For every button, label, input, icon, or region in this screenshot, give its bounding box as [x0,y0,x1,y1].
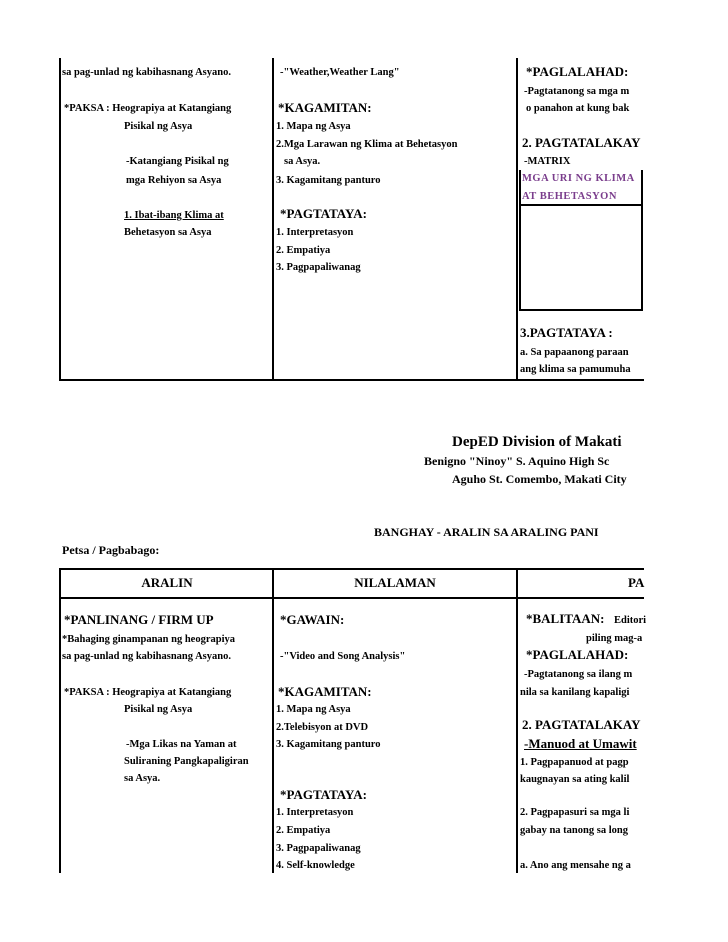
top-pagtatanong: -Pagtatanong sa mga m [524,86,630,97]
kapaligiran-line: nila sa kanilang kapaligi [520,687,630,698]
division-title: DepED Division of Makati [452,434,622,450]
video-song-line: -"Video and Song Analysis" [280,651,406,662]
top-katangian: -Katangiang Pisikal ng [126,156,229,167]
lesson-plan-title: BANGHAY - ARALIN SA ARALING PANI [374,525,599,539]
top-behetasyon: Behetasyon sa Asya [124,227,212,238]
top-pamumuha: ang klima sa pamumuha [520,364,631,375]
top-pagpapaliwanag: 3. Pagpapaliwanag [276,262,361,273]
top-pagtataya: *PAGTATAYA: [280,206,367,221]
mensahe-line: a. Ano ang mensahe ng a [520,860,631,871]
school-name: Benigno "Ninoy" S. Aquino High Sc [424,454,610,468]
suliranin-line: Suliraning Pangkapaligiran [124,756,249,767]
mapa-line: 1. Mapa ng Asya [276,704,351,715]
sa-asya-line: sa Asya. [124,773,161,784]
bahaging-line: *Bahaging ginampanan ng heograpiya [62,634,236,645]
top-panahon: o panahon at kung bak [526,103,630,114]
column-header-pamamaraan: PA [628,575,645,590]
top-paglalahad: *PAGLALAHAD: [526,64,629,79]
top-divider-1 [272,58,274,381]
kabihasnan-line: sa pag-unlad ng kabihasnang Asyano. [62,651,231,662]
table-divider-2 [516,568,518,873]
top-divider-2 [516,58,518,381]
top-larawan: 2.Mga Larawan ng Klima at Behetasyon [276,139,458,150]
top-papaanong: a. Sa papaanong paraan [520,347,629,358]
pagtataya-heading: *PAGTATAYA: [280,787,367,802]
top-weather: -"Weather,Weather Lang" [280,67,400,78]
kaugnayan-line: kaugnayan sa ating kalil [520,774,630,785]
pagpapaliwanag-line: 3. Pagpapaliwanag [276,843,361,854]
interpretasyon-line: 1. Interpretasyon [276,807,354,818]
top-kagamitan: *KAGAMITAN: [278,100,372,115]
table-divider-1 [272,568,274,873]
table-border-left [59,568,61,873]
column-header-aralin: ARALIN [141,575,193,590]
table-header-border [59,597,644,599]
gawain-heading: *GAWAIN: [280,612,345,627]
manuod-line: -Manuod at Umawit [524,736,637,751]
top-kagamitang: 3. Kagamitang panturo [276,175,381,186]
self-knowledge-line: 4. Self-knowledge [276,860,355,871]
top-pagtatalakay: 2. PAGTATALAKAY [522,135,641,150]
top-klima: 1. Ibat-ibang Klima at [124,210,224,221]
school-address: Aguho St. Comembo, Makati City [452,472,627,486]
matrix-box-right [641,170,643,311]
top-empatiya: 2. Empatiya [276,245,331,256]
matrix-box-bottom [519,309,643,311]
matrix-box-left [519,170,521,311]
top-paksa-cont: Pisikal ng Asya [124,121,193,132]
gabay-line: gabay na tanong sa long [520,825,628,836]
matrix-header-2: AT BEHETASYON [522,191,617,202]
pagpapasuri-line: 2. Pagpapasuri sa mga li [520,807,630,818]
kagamitan-heading: *KAGAMITAN: [278,684,372,699]
top-rehiyon: mga Rehiyon sa Asya [126,175,222,186]
paglalahad-heading: *PAGLALAHAD: [526,647,629,662]
pagpapanuod-line: 1. Pagpapanuod at pagp [520,757,629,768]
pisikal-line: Pisikal ng Asya [124,704,193,715]
matrix-box-mid [519,204,643,206]
top-border-left [59,58,61,381]
telebisyon-line: 2.Telebisyon at DVD [276,722,369,733]
top-sa-asya: sa Asya. [284,156,321,167]
empatiya-line: 2. Empatiya [276,825,331,836]
balitaan-editori: Editori [614,615,647,626]
top-aralin-line: sa pag-unlad ng kabihasnang Asyano. [62,67,231,78]
matrix-header-1: MGA URI NG KLIMA [522,173,635,184]
balitaan-heading: *BALITAAN: [526,611,605,626]
top-mapa: 1. Mapa ng Asya [276,121,351,132]
top-pagtataya-3: 3.PAGTATAYA : [520,325,613,340]
top-interpretasyon: 1. Interpretasyon [276,227,354,238]
likas-line: -Mga Likas na Yaman at [126,739,237,750]
date-label: Petsa / Pagbabago: [62,543,160,557]
pagtatanong-line: -Pagtatanong sa ilang m [524,669,633,680]
panlinang-heading: *PANLINANG / FIRM UP [64,612,214,627]
top-bottom-border [59,379,644,381]
top-matrix: -MATRIX [524,156,571,167]
pagtatalakay-heading: 2. PAGTATALAKAY [522,717,641,732]
table-top-border [59,568,644,570]
kagamitang-panturo-line: 3. Kagamitang panturo [276,739,381,750]
paksa-line: *PAKSA : Heograpiya at Katangiang [64,687,232,698]
top-paksa: *PAKSA : Heograpiya at Katangiang [64,103,232,114]
column-header-nilalaman: NILALAMAN [354,575,436,590]
piling-line: piling mag-a [586,633,643,644]
